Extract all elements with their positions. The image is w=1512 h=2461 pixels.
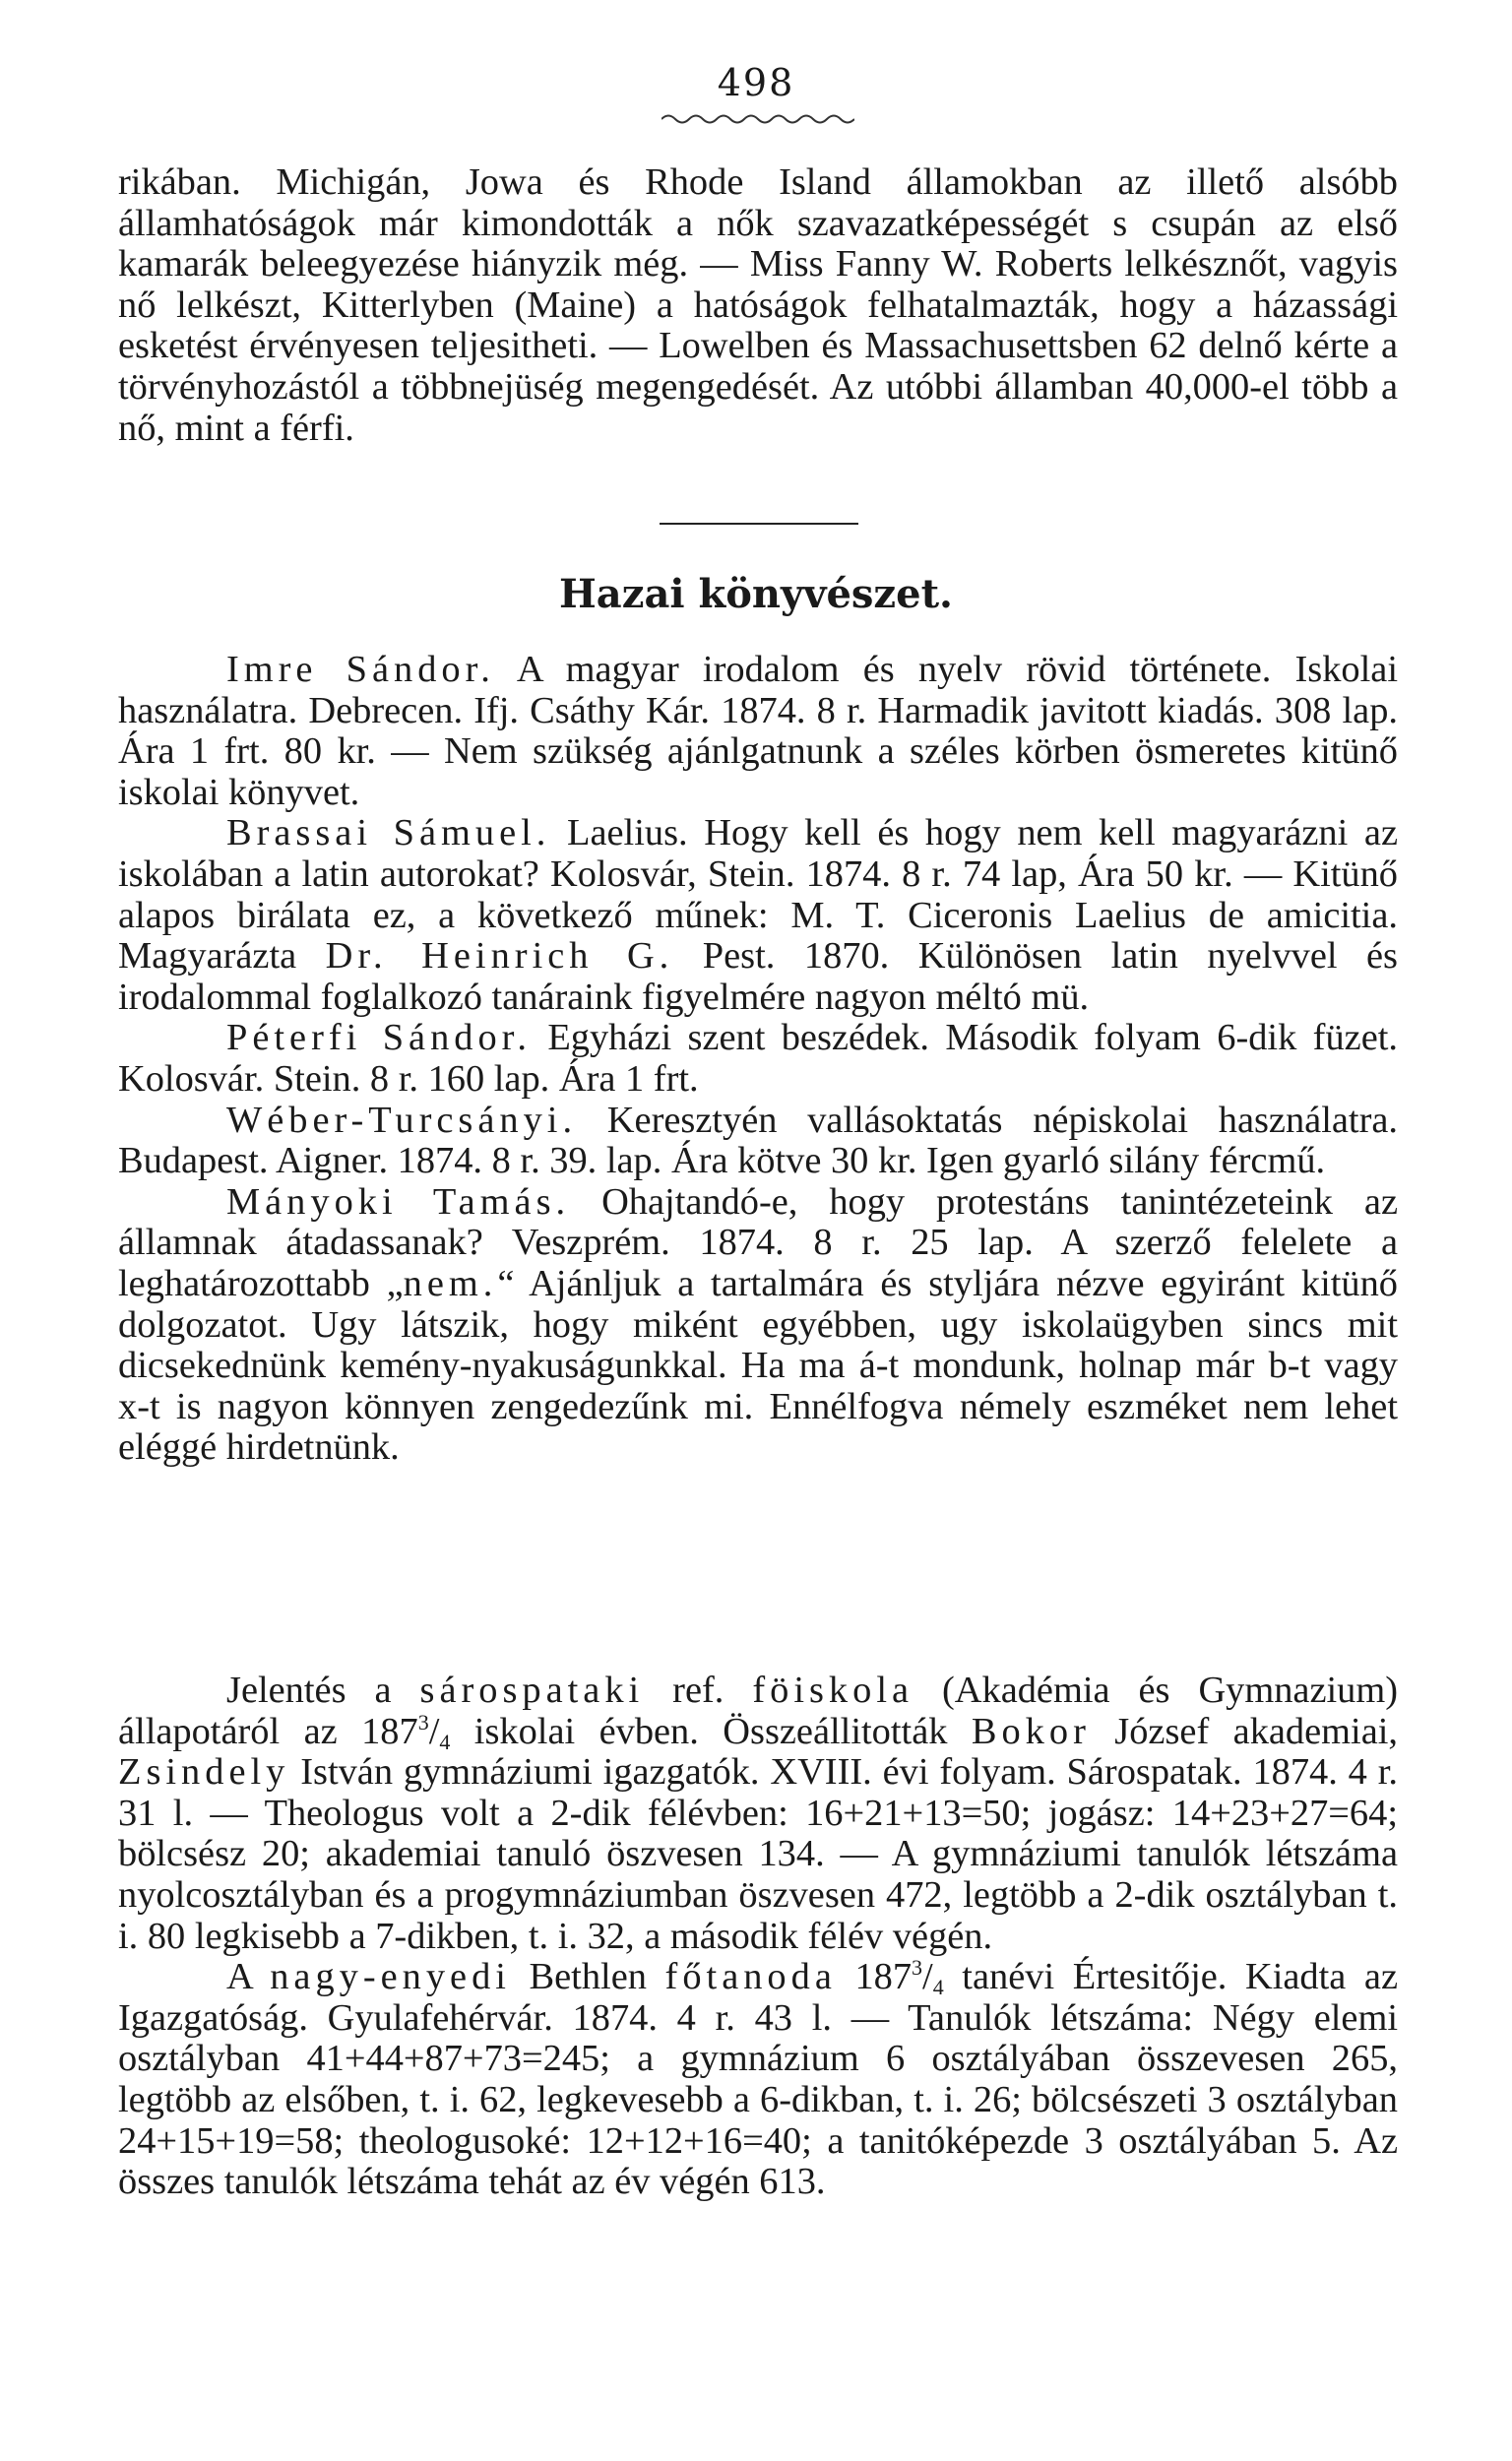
book-description: Laelius. Hogy kell és hogy nem kell magyarázni az iskolában a latin autorokat? Kolosvár, Stein. 1874. 8 r. 74 lap, Ára 50 kr. — Kitünő alapos birálata ez, a következő műnek: M. T. Ciceronis Laelius de amicitia. Magyarázta — [118, 812, 1398, 978]
report-text: iskolai évben. Összeállitották — [450, 1710, 972, 1752]
report-text: József akademiai, — [1090, 1710, 1398, 1752]
book-author: Brassai Sámuel. — [226, 812, 551, 854]
book-author: Mányoki Tamás. — [226, 1180, 571, 1223]
report-spaced-name: Zsindely — [118, 1751, 290, 1794]
page-number: 498 — [717, 61, 795, 104]
report-text: (Akadémia és Gymnazium) állapotáról az 187 — [118, 1670, 1399, 1752]
book-list — [118, 650, 1398, 1469]
book-description: Keresztyén vallásoktatás népiskolai használatra. Budapest. Aigner. 1874. 8 r. 39. lap. Ára kötve 30 kr. Igen gyarló silány fércmű. — [118, 1099, 1398, 1182]
report-text: tanévi Értesitője. Kiadta az Igazgatóság. Gyulafehérvár. 1874. 4 r. 43 l. — Tanulók létszáma: Négy elemi osztályban 41+44+87+73=245; a gymnázium 6 osztályában összevesen 265, legtöbb az elsőben, t. i. 62, legkevesebb a 6-dikban, t. i. 26; bölcsészeti 3 osztályban 24+15+19=58; theologusoké: 12+12+16=40; a tanitóképezde 3 osztályában 5. Az összes tanulók létszáma tehát az év végén 613. — [118, 1956, 1398, 2203]
fraction-slash: / — [428, 1710, 440, 1752]
report-text: Jelentés a — [226, 1670, 420, 1711]
book-author: Péterfi Sándor. — [226, 1017, 532, 1059]
section-title: Hazai könyvészet. — [559, 571, 953, 617]
book-entry — [118, 1018, 1398, 1100]
book-entry — [118, 650, 1398, 813]
book-author: Wéber-Turcsányi. — [226, 1099, 578, 1141]
book-entry — [118, 1101, 1398, 1182]
book-description: A magyar irodalom és nyelv rövid története. Iskolai használatra. Debrecen. Ifj. Csáthy Kár. 1874. 8 r. Harmadik javitott kiadás. 308 lap. Ára 1 frt. 80 kr. — Nem szükség ajánlgatnunk a széles körben ösmeretes kitünő iskolai könyvet. — [118, 649, 1398, 813]
book-description: Egyházi szent beszédek. Második folyam 6-dik füzet. Kolosvár. Stein. 8 r. 160 lap. Ára 1 frt. — [118, 1017, 1398, 1100]
book-description: Ohajtandó-e, hogy protestáns tanintézeteink az államnak átadassanak? Veszprém. 1874. 8 r. 25 lap. A szerző felelete a leghatározottabb „ — [118, 1180, 1398, 1304]
report-text: ref. — [644, 1670, 753, 1711]
book-description-cont: Pest. 1870. Különösen latin nyelvvel és irodalommal foglalkozó tanáraink figyelmére nagyon méltó mü. — [118, 935, 1398, 1018]
report-spaced-name: Bokor — [971, 1710, 1091, 1752]
intro-paragraph — [118, 162, 1398, 449]
report-spaced-name: sárospataki — [419, 1670, 645, 1711]
report-spaced-name: nagy-enyedi — [270, 1956, 511, 1998]
fraction-slash: / — [922, 1956, 933, 1998]
wavy-ornament — [662, 112, 854, 126]
report-text: 187 — [836, 1956, 913, 1998]
book-author-secondary: Dr. Heinrich G. — [325, 935, 674, 978]
report-text: A — [226, 1956, 271, 1998]
section-divider — [660, 523, 858, 525]
book-entry — [118, 813, 1398, 1018]
report-list — [118, 1671, 1398, 2203]
report-spaced-name: föiskola — [752, 1670, 914, 1711]
report-entry — [118, 1671, 1398, 1957]
book-entry — [118, 1182, 1398, 1469]
book-description-cont: “ Ajánljuk a tartalmára és styljára nézve egyiránt kitünő dolgozatot. Ugy látszik, hogy miként egyébben, ugy iskolaügyben sincs mit dicsekednünk kemény-nyakuságunkkal. Ha ma á-t mondunk, holnap már b-t vagy x-t is nagyon könnyen zengedezűnk mi. Ennélfogva némely eszméket nem lehet eléggé hirdetnünk. — [118, 1262, 1398, 1469]
report-entry — [118, 1957, 1398, 2203]
emphasized-word: nem. — [403, 1262, 498, 1304]
fraction-numerator: 3 — [417, 1709, 429, 1735]
fraction-numerator: 3 — [912, 1955, 923, 1981]
intro-text: rikában. Michigán, Jowa és Rhode Island államokban az illető alsóbb államhatóságok már kimondották a nők szavazatképességét s csupán az első kamarák beleegyezése hiányzik még. — Miss Fanny W. Roberts lelkésznőt, vagyis nő lelkészt, Kitterlyben (Maine) a hatóságok felhatalmazták, hogy a házassági esketést érvényesen teljesitheti. — Lowelben és Massachusettsben 62 delnő kérte a törvényhozástól a többnejüség megengedését. Az utóbbi államban 40,000-el több a nő, mint a férfi. — [118, 161, 1398, 449]
report-text: István gymnáziumi igazgatók. XVIII. évi folyam. Sárospatak. 1874. 4 r. 31 l. — Theologus volt a 2-dik félévben: 16+21+13=50; jogász: 14+23+27=64; bölcsész 20; akademiai tanuló öszvesen 134. — A gymnáziumi tanulók létszáma nyolcosztályban és a progymnáziumban öszvesen 472, legtöbb a 2-dik osztályban t. i. 80 legkisebb a 7-dikben, t. i. 32, a második félév végén. — [118, 1751, 1398, 1957]
report-spaced-name: főtanoda — [664, 1956, 837, 1998]
report-text: Bethlen — [510, 1956, 665, 1998]
fraction-denominator: 4 — [439, 1729, 451, 1754]
fraction-denominator: 4 — [932, 1975, 944, 2000]
book-author: Imre Sándor. — [226, 649, 495, 690]
